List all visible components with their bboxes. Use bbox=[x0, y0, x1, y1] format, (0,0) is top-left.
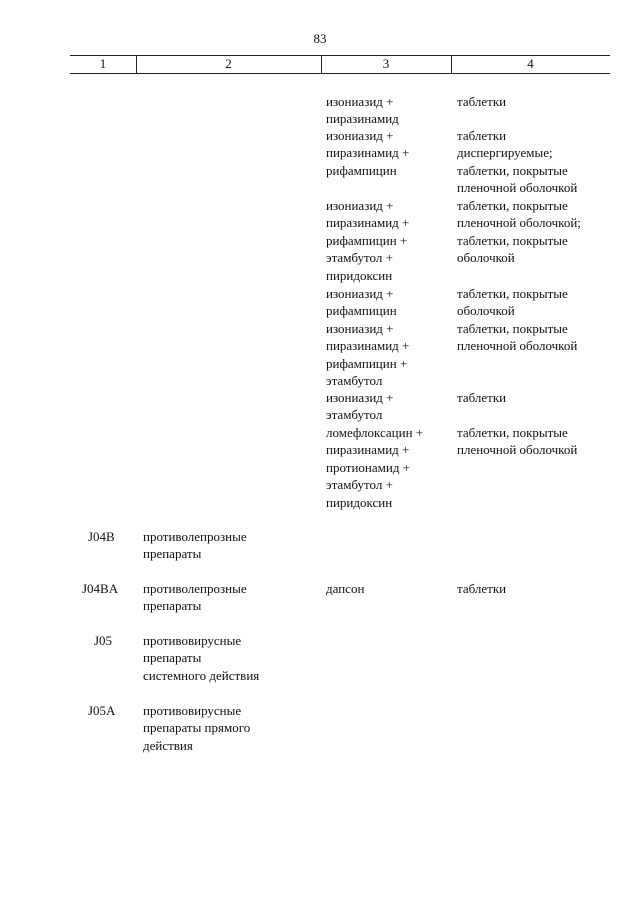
drug-name: изониазид + этамбутол bbox=[326, 390, 394, 423]
atc-code: J04B bbox=[88, 529, 115, 544]
dosage-form: таблетки, покрытые пленочной оболочкой bbox=[457, 321, 578, 354]
dosage-form: таблетки bbox=[457, 390, 507, 405]
atc-group-name: противовирусные препараты системного действия bbox=[143, 633, 260, 683]
drug-name: дапсон bbox=[326, 581, 365, 596]
drug-name: изониазид + пиразинамид + рифампицин + этамбутол + пиридоксин bbox=[326, 198, 410, 283]
drug-name: изониазид + рифампицин bbox=[326, 286, 397, 319]
drug-name: изониазид + пиразинамид + рифампицин + этамбутол bbox=[326, 321, 410, 389]
drug-name: изониазид + пиразинамид + рифампицин bbox=[326, 128, 410, 178]
header-bottom-rule bbox=[70, 73, 610, 74]
atc-group-name: противовирусные препараты прямого действия bbox=[143, 703, 251, 753]
drug-name: ломефлоксацин + пиразинамид + протионамид + этамбутол + пиридоксин bbox=[326, 425, 424, 510]
dosage-form: таблетки диспергируемые; таблетки, покрытые пленочной оболочкой bbox=[457, 128, 578, 196]
page-number: 83 bbox=[313, 31, 327, 46]
dosage-form: таблетки, покрытые оболочкой bbox=[457, 286, 568, 319]
dosage-form: таблетки bbox=[457, 581, 507, 596]
header-col-1: 1 bbox=[99, 56, 107, 71]
atc-code: J04BA bbox=[82, 581, 119, 596]
atc-group-name: противолепрозные препараты bbox=[143, 581, 247, 614]
header-col-2: 2 bbox=[225, 56, 232, 71]
atc-code: J05A bbox=[88, 703, 116, 718]
dosage-form: таблетки bbox=[457, 94, 507, 109]
drug-name: изониазид + пиразинамид bbox=[326, 94, 399, 127]
header-col-4: 4 bbox=[527, 56, 534, 71]
atc-code: J05 bbox=[94, 633, 113, 648]
dosage-form: таблетки, покрытые пленочной оболочкой; таблетки, покрытые оболочкой bbox=[457, 198, 581, 266]
header-col-3: 3 bbox=[382, 56, 390, 71]
dosage-form: таблетки, покрытые пленочной оболочкой bbox=[457, 425, 578, 458]
atc-group-name: противолепрозные препараты bbox=[143, 529, 247, 562]
